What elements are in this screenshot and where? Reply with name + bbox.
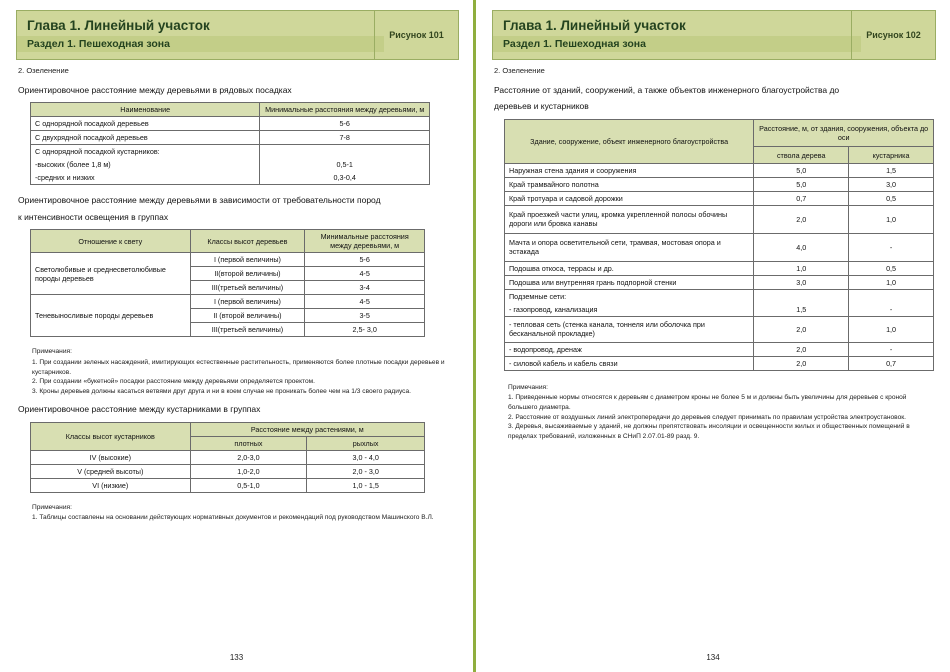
- intro-text-2-line2: к интенсивности освещения в группах: [18, 211, 169, 222]
- table4-subheader-tree: ствола дерева: [754, 147, 849, 164]
- note-item: 1. Приведенные нормы относятся к деревьям с диаметром кроны не более 5 м и должны быть увеличины для деревьев с кроной большего диаметра.: [508, 394, 907, 412]
- table-row: V (средней высоты) 1,0-2,0 2,0 - 3,0: [31, 464, 425, 478]
- table-row: VI (низкие) 0,5-1,0 1,0 - 1,5: [31, 478, 425, 492]
- table-row: С двухрядной посадкой деревьев 7-8: [31, 131, 430, 145]
- section-title: Раздел 1. Пешеходная зона: [17, 36, 384, 52]
- table-row: IV (высокие) 2,0-3,0 3,0 - 4,0: [31, 450, 425, 464]
- note-item: 3. Кроны деревьев должны касаться ветвями друг друга и ни в коем случае не проникать более чем на 1/3 своего радиуса.: [32, 387, 411, 395]
- page-right: [475, 0, 950, 672]
- note-item: 1. Таблицы составлены на основании действующих нормативных документов и рекомендаций под руководством Машинского В.Л.: [32, 514, 434, 522]
- table1-header-distance: Минимальные расстояния между деревьями, м: [260, 103, 430, 117]
- intro-text-1: Ориентировочное расстояние между деревьями в рядовых посадках: [18, 85, 292, 95]
- table-row: Мачта и опора осветительной сети, трамвая, мостовая опора и эстакада 4,0 -: [505, 233, 934, 261]
- page-number-right: 134: [706, 653, 720, 662]
- subsection-heading: 2. Озеленение: [494, 66, 545, 75]
- table-row: - силовой кабель и кабель связи 2,0 0,7: [505, 356, 934, 370]
- table2-header-distance: Минимальные расстояния между деревьями, м: [305, 230, 425, 253]
- page-header-left: [16, 10, 459, 60]
- page-number-left: 133: [229, 653, 244, 662]
- notes-block: [508, 383, 936, 441]
- notes-block-2: [32, 503, 459, 523]
- table1-header-name: Наименование: [31, 103, 260, 117]
- note-item: 2. При создании «букетной» посадки расстояние между деревьями определяется проектом.: [32, 378, 316, 386]
- table3-subheader-dense: плотных: [190, 436, 307, 450]
- table-row: II(второй величины) 4-5: [31, 267, 425, 281]
- note-item: 3. Деревья, высаживаемые у зданий, не должны препятствовать инсоляции и освещенности жилых и общественных помещений в пределах требований, изложенных в СНиП 2.07.01-89 разд. 9.: [508, 423, 910, 440]
- subsection-heading: 2. Озеленение: [18, 66, 69, 75]
- table-row: III(третьей величины) 3-4: [31, 281, 425, 295]
- table-row: - газопровод, канализация 1,5 -: [505, 303, 934, 317]
- table-row: Подземные сети:: [505, 289, 934, 303]
- note-item: 2. Расстояние от воздушных линий электропередачи до деревьев следует принимать по правилам устройства электроустановок.: [508, 413, 906, 421]
- note-item: 1. При создании зеленых насаждений, имитирующих естественные растительность, применяются более плотные посадки деревьев и кустарников.: [32, 358, 445, 376]
- table-row: С однорядной посадкой кустарников:: [31, 145, 430, 159]
- table-row: Подошва или внутренняя грань подпорной стенки 3,0 1,0: [505, 275, 934, 289]
- table-light-requirements: [30, 229, 425, 337]
- chapter-title: Глава 1. Линейный участок: [27, 17, 210, 33]
- notes-title: Примечания:: [508, 383, 548, 391]
- section-title: Раздел 1. Пешеходная зона: [493, 36, 861, 52]
- table4-subheader-shrub: кустарника: [849, 147, 934, 164]
- table3-subheader-loose: рыхлых: [307, 436, 425, 450]
- table-row: Край тротуара и садовой дорожки 0,7 0,5: [505, 191, 934, 205]
- table-row: -средних и низких 0,3-0,4: [31, 171, 430, 185]
- intro-text-line2: деревьев и кустарников: [494, 101, 589, 112]
- page-header-right: [492, 10, 936, 60]
- intro-text-3: Ориентировочное расстояние между кустарниками в группах: [18, 404, 261, 415]
- table-distances-to-structures: [504, 119, 934, 371]
- notes-block-1: [32, 347, 459, 396]
- table-row: III(третьей величины) 2,5- 3,0: [31, 323, 425, 337]
- table-row: Наружная стена здания и сооружения 5,0 1,5: [505, 163, 934, 177]
- intro-text-line1: Расстояние от зданий, сооружений, а также объектов инженерного благоустройства до: [494, 85, 840, 95]
- figure-label: Рисунок 101: [374, 11, 458, 59]
- table-row: - водопровод, дренаж 2,0 -: [505, 342, 934, 356]
- table-row: Теневыносливые породы деревьев I (первой величины) 4-5: [31, 295, 425, 309]
- table-row-planting-distances: [30, 102, 430, 185]
- table-shrub-distances: [30, 422, 425, 493]
- table-row: Подошва откоса, террасы и др. 1,0 0,5: [505, 261, 934, 275]
- table-row: -высоких (более 1,8 м) 0,5-1: [31, 158, 430, 171]
- table-row: - тепловая сеть (стенка канала, тоннеля или оболочка при бесканальной прокладке) 2,0 1,0: [505, 316, 934, 342]
- notes-title: Примечания:: [32, 348, 72, 356]
- table2-header-class: Классы высот деревьев: [190, 230, 305, 253]
- table4-header-object: Здание, сооружение, объект инженерного благоустройства: [505, 119, 754, 163]
- table-row: Край трамвайного полотна 5,0 3,0: [505, 177, 934, 191]
- figure-label: Рисунок 102: [851, 11, 935, 59]
- intro-text-2-line1: Ориентировочное расстояние между деревьями в зависимости от требовательности пород: [18, 195, 381, 206]
- table-row: С однорядной посадкой деревьев 5-6: [31, 117, 430, 131]
- table-row: Край проезжей части улиц, кромка укрепленной полосы обочины дороги или бровка канавы 2,0 1,0: [505, 205, 934, 233]
- header-titles: [493, 11, 851, 59]
- table4-header-span: Расстояние, м, от здания, сооружения, объекта до оси: [754, 119, 934, 146]
- header-titles: [17, 11, 374, 59]
- notes-title: Примечания:: [32, 503, 72, 511]
- chapter-title: Глава 1. Линейный участок: [503, 17, 686, 33]
- table-row: Светолюбивые и среднесветолюбивые породы деревьев I (первой величины) 5-6: [31, 253, 425, 267]
- table-row: II (второй величины) 3-5: [31, 309, 425, 323]
- table3-header-span: Расстояние между растениями, м: [190, 422, 424, 436]
- table2-header-light: Отношение к свету: [31, 230, 191, 253]
- table3-header-class: Классы высот кустарников: [31, 422, 191, 450]
